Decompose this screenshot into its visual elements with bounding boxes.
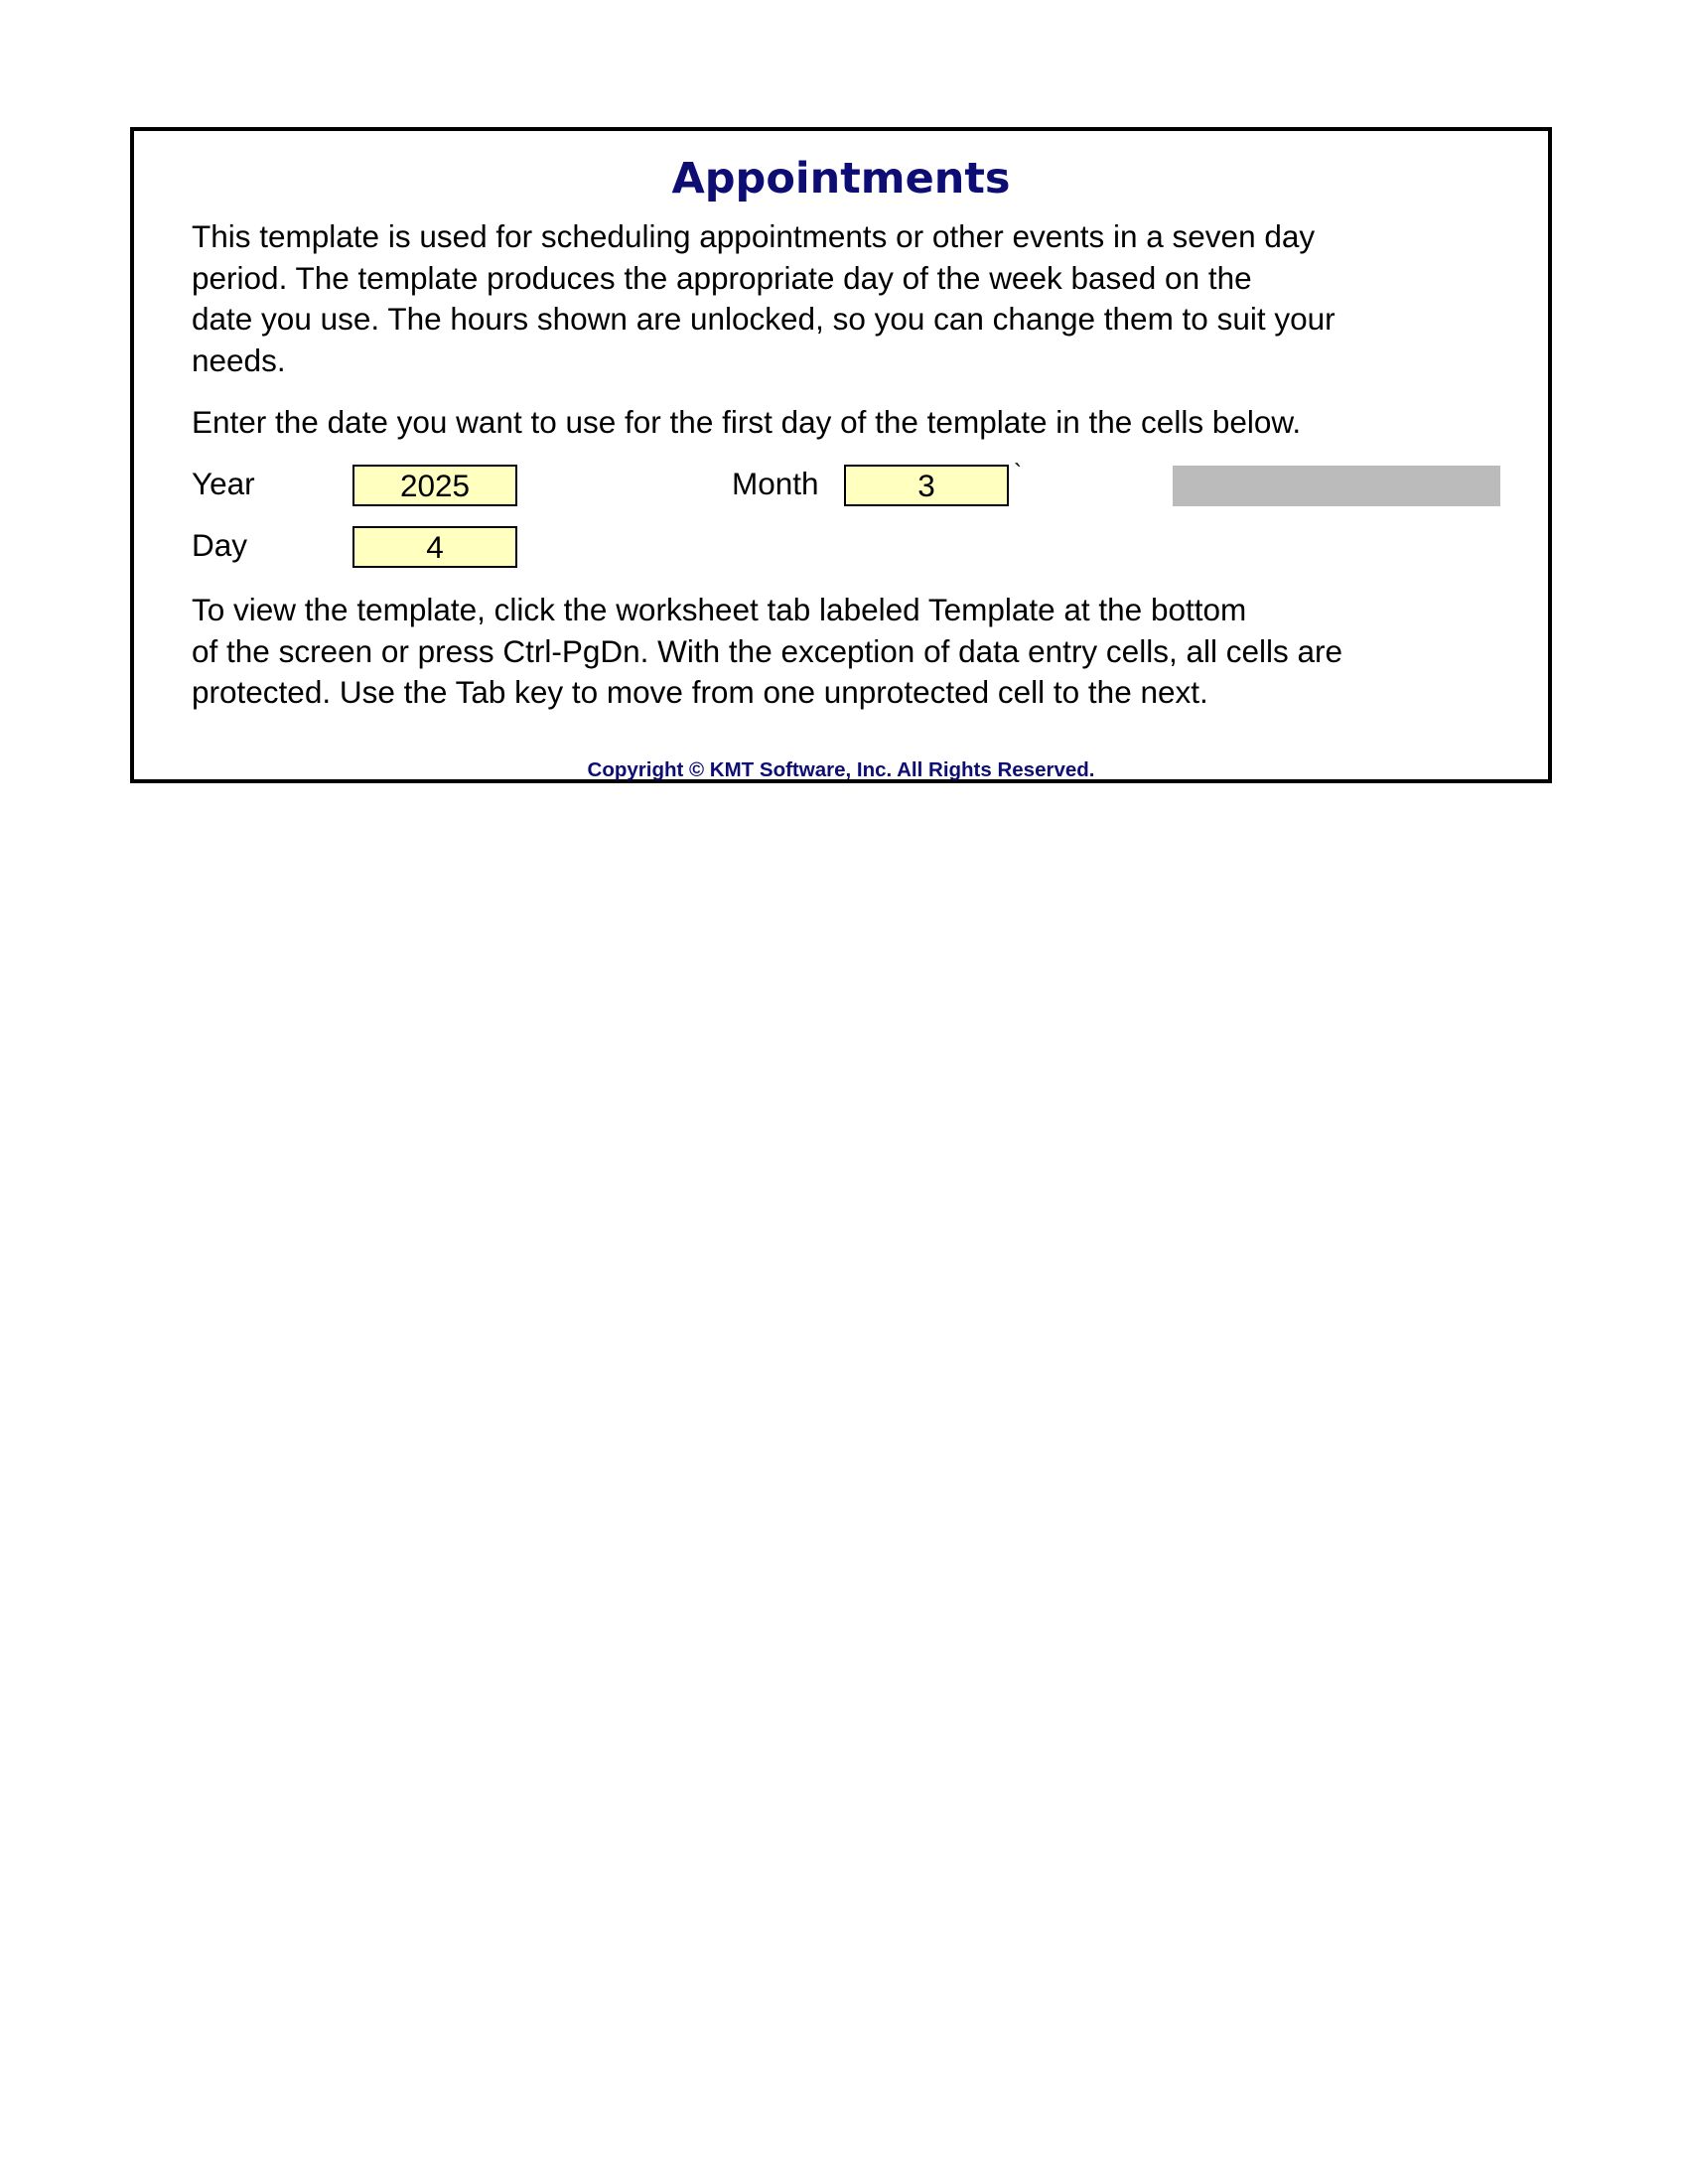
day-input[interactable] — [352, 526, 517, 568]
year-input[interactable] — [352, 465, 517, 506]
stray-backtick-mark: ` — [1014, 460, 1022, 486]
month-label: Month — [732, 466, 819, 501]
copyright-notice: Copyright © KMT Software, Inc. All Rights Reserved. — [587, 758, 1095, 781]
intro-paragraph — [192, 216, 1512, 381]
gray-shaded-cell — [1173, 466, 1500, 506]
page-title: Appointments — [671, 154, 1011, 204]
year-label: Year — [192, 466, 255, 501]
outro-paragraph — [192, 590, 1512, 714]
month-input[interactable] — [844, 465, 1009, 506]
instruction-text: Enter the date you want to use for the first day of the template in the cells below. — [192, 404, 1302, 440]
instruction-paragraph — [192, 402, 1512, 444]
outro-line: of the screen or press Ctrl-PgDn. With the exception of data entry cells, all cells are — [192, 632, 1343, 669]
day-label: Day — [192, 527, 248, 563]
instructions-panel — [130, 127, 1552, 783]
intro-line: This template is used for scheduling appointments or other events in a seven day — [192, 218, 1316, 254]
intro-line: needs. — [192, 341, 286, 378]
outro-line: To view the template, click the worksheet tab labeled Template at the bottom — [192, 592, 1247, 627]
outro-line: protected. Use the Tab key to move from one unprotected cell to the next. — [192, 674, 1208, 710]
intro-line: period. The template produces the appropriate day of the week based on the — [192, 259, 1252, 296]
intro-line: date you use. The hours shown are unlocked, so you can change them to suit your — [192, 301, 1336, 337]
